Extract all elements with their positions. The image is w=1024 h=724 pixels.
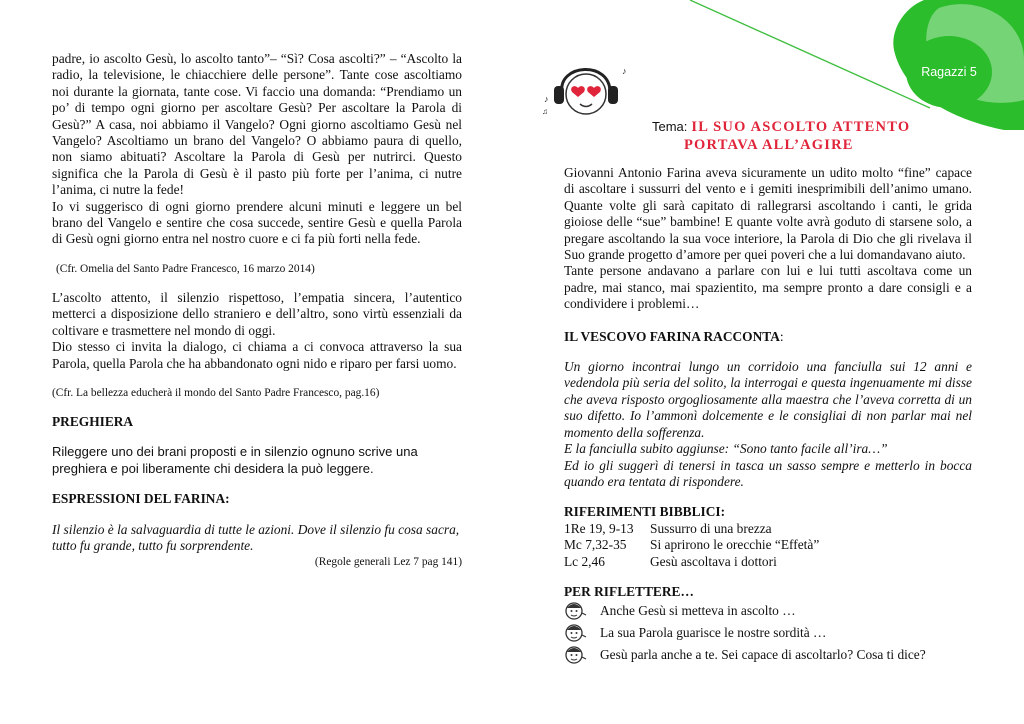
riferimenti-list: [564, 521, 972, 570]
intro-paragraph: Giovanni Antonio Farina aveva sicuramente un udito molto “fine” capace di ascoltare i sussurri del vento e i gemiti inesprimibili dell’animo umano. Quante volte gli sarà capitato di rallegrarsi ascoltando i canti, le grida gioiose delle “sue” bambine! E quante volte avrà goduto di starsene solo, a pregare ascoltando la sua voce interiore, la Parola di Dio che gli rivelava il Suo grande progetto d’amore per quei poveri che a lui domandavano aiuto.: [564, 165, 972, 263]
preghiera-text: Rileggere uno dei brani proposti e in silenzio ognuno scrive una preghiera e poi liberamente chi desidera la può leggere.: [52, 444, 418, 476]
dialogue-paragraph: Dio stesso ci invita la dialogo, ci chiama a ci convoca attraverso la sua Parola, quella Parola che ha abbandonato ogni nido e riparo per farsi uomo.: [52, 339, 462, 371]
riflettere-item: [564, 600, 972, 622]
tema-label: Tema:: [652, 119, 688, 134]
thinking-face-icon: [564, 601, 588, 621]
svg-text:♪: ♪: [622, 66, 627, 76]
riferimento-row: [564, 521, 972, 537]
espressioni-heading: ESPRESSIONI DEL FARINA:: [52, 491, 230, 507]
thinking-face-icon: [564, 623, 588, 643]
ragazzi-badge: [906, 36, 992, 108]
homily-paragraph: padre, io ascolto Gesù, lo ascolto tanto”– “Sì? Cosa ascolti?” – “Ascolto la radio, la televisione, le chiacchiere delle persone”. Tante cose ascoltiamo noi durante la giornata, tante cose. Vi faccio una domanda: “Prendiamo un po’ di tempo ogni giorno per ascoltare Gesù? Per ascoltare la Parola di Gesù?” A casa, noi abbiamo il Vangelo? Ogni giorno ascoltiamo Gesù nel Vangelo? Ascoltiamo un brano del Vangelo? O abbiamo paura di quello, non siamo abituati? Ascoltare la Parola di Gesù per nutrirci. Questo significa che la Parola di Gesù è il pasto più forte per l’anima, ci nutre l’anima, ci nutre la fede!: [52, 51, 462, 198]
riferimento-text: Gesù ascoltava i dottori: [650, 553, 777, 569]
headphones-heart-emoji-icon: [540, 52, 632, 120]
suggestion-paragraph: Io vi suggerisco di ogni giorno prendere alcuni minuti e leggere un bel brano del Vangelo e sentire che cosa succede, sentire Gesù e quella Parola di Gesù ogni giorno entra nel nostro cuore e ci fa più forti nella fede.: [52, 198, 462, 247]
riferimento-text: Sussurro di una brezza: [650, 520, 772, 536]
riferimento-text: Si aprirono le orecchie “Effetà”: [650, 537, 820, 553]
vescovo-heading: IL VESCOVO FARINA RACCONTA: [564, 328, 780, 344]
vescovo-colon: :: [779, 328, 784, 344]
riflettere-item: [564, 622, 972, 644]
svg-text:♪: ♪: [544, 94, 549, 104]
tema-title-line2: PORTAVA ALL’AGIRE: [684, 137, 854, 153]
riferimento-ref: Lc 2,46: [564, 553, 605, 569]
riferimento-ref: Mc 7,32-35: [564, 537, 627, 553]
intro-paragraph-2: Tante persone andavano a parlare con lui e lui tutti ascoltava come un padre, mai stanco, mai spazientito, ma sempre pronto a dare consigli e a condividere i problemi…: [564, 263, 972, 312]
thinking-face-icon: [564, 645, 588, 665]
svg-text:♫: ♫: [542, 107, 548, 116]
preghiera-heading: PREGHIERA: [52, 413, 134, 429]
racconto-paragraph-3: Ed io gli suggerì di tenersi in tasca un sasso sempre e metterlo in bocca quando era tentata di rispondere.: [564, 457, 972, 489]
espressioni-citation: (Regole generali Lez 7 pag 141): [314, 556, 462, 569]
tema-header: [652, 118, 982, 154]
riferimento-ref: 1Re 19, 9-13: [564, 520, 634, 536]
right-column: [564, 165, 972, 666]
riflettere-text: Anche Gesù si metteva in ascolto …: [600, 603, 796, 619]
riflettere-text: Gesù parla anche a te. Sei capace di ascoltarlo? Cosa ti dice?: [600, 647, 926, 663]
riflettere-item: [564, 644, 972, 666]
tema-title-line1: IL SUO ASCOLTO ATTENTO: [691, 119, 911, 135]
riflettere-list: [564, 600, 972, 666]
espressioni-quote: Il silenzio è la salvaguardia di tutte le azioni. Dove il silenzio fu cosa sacra, tutto fu grande, tutto fu sorprendente.: [52, 521, 460, 553]
left-column: [52, 51, 462, 571]
riferimenti-heading: RIFERIMENTI BIBBLICI:: [564, 504, 726, 520]
riflettere-heading: PER RIFLETTERE…: [564, 583, 694, 599]
riflettere-text: La sua Parola guarisce le nostre sordità …: [600, 625, 827, 641]
citation-book: (Cfr. La bellezza educherà il mondo del Santo Padre Francesco, pag.16): [52, 386, 380, 399]
badge-label: Ragazzi 5: [921, 65, 977, 79]
racconto-paragraph-1: Un giorno incontrai lungo un corridoio una fanciulla sui 12 anni e vedendola più seria del solito, la interrogai e questa ingenuamente mi disse che aveva risposto orgogliosamente alla maestra che l’aveva corretta di un suo difetto. Io l’ammonì dolcemente e le consigliai di non parlar mai nel momento della sofferenza.: [564, 359, 972, 440]
racconto-paragraph-2: E la fanciulla subito aggiunse: “Sono tanto facile all’ira…”: [564, 441, 888, 457]
riferimento-row: [564, 554, 972, 570]
citation-homily: (Cfr. Omelia del Santo Padre Francesco, 16 marzo 2014): [56, 262, 315, 275]
virtues-paragraph: L’ascolto attento, il silenzio rispettoso, l’empatia sincera, l’autentico metterci a disposizione dello straniero e dell’altro, sono virtù essenziali da coltivare e trasmettere nel mondo di oggi.: [52, 289, 462, 338]
riferimento-row: [564, 537, 972, 553]
